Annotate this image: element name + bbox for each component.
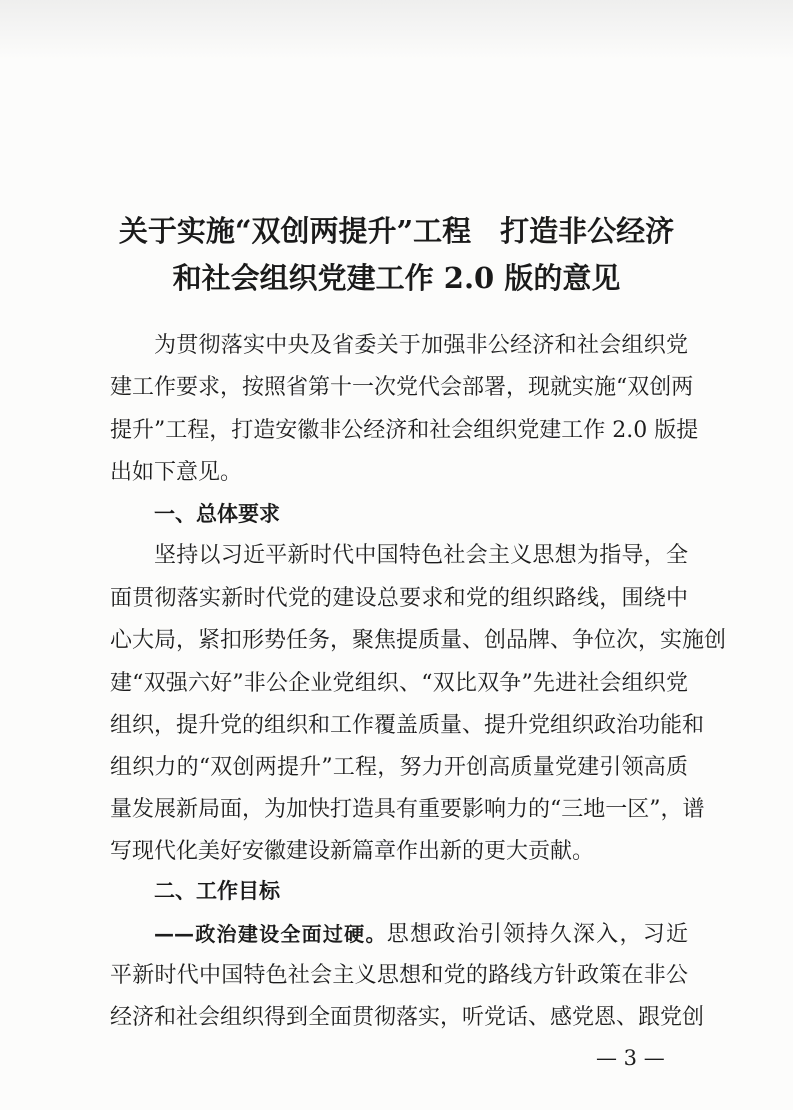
- section-heading-1: 一、总体要求: [154, 502, 280, 526]
- section1-line: 写现代化美好安徽建设新篇章作出新的更大贡献。: [110, 839, 595, 864]
- intro-line: 提升”工程，打造安徽非公经济和社会组织党建工作 2.0 版提: [110, 418, 699, 443]
- section2-lead: ——政治建设全面过硬。: [154, 922, 387, 946]
- section1-line: 建“双强六好”非公企业党组织、“双比双争”先进社会组织党: [110, 671, 688, 696]
- scan-shadow: [0, 0, 793, 60]
- section2-first-line: [154, 919, 688, 949]
- page-number: — 3 —: [596, 1046, 665, 1070]
- document-title-line-1: 关于实施“双创两提升”工程 打造非公经济: [118, 214, 675, 248]
- section1-line: 量发展新局面，为加快打造具有重要影响力的“三地一区”，谱: [110, 797, 705, 822]
- intro-line: 出如下意见。: [110, 460, 243, 485]
- section2-line: 平新时代中国特色社会主义思想和党的路线方针政策在非公: [110, 963, 688, 988]
- section2-first-text: 思想政治引领持久深入，习近: [386, 922, 688, 947]
- section1-line: 面贯彻落实新时代党的建设总要求和党的组织路线，围绕中: [110, 586, 688, 611]
- section1-line: 组织，提升党的组织和工作覆盖质量、提升党组织政治功能和: [110, 713, 705, 738]
- section-heading-2: 二、工作目标: [154, 879, 280, 903]
- intro-line: 建工作要求，按照省第十一次党代会部署，现就实施“双创两: [110, 375, 694, 400]
- intro-line: 为贯彻落实中央及省委关于加强非公经济和社会组织党: [154, 333, 688, 358]
- document-title-line-2: 和社会组织党建工作 2.0 版的意见: [172, 261, 621, 295]
- section1-line: 组织力的“双创两提升”工程，努力开创高质量党建引领高质: [110, 755, 688, 780]
- section1-line: 心大局，紧扣形势任务，聚焦提质量、创品牌、争位次，实施创: [110, 628, 727, 653]
- section2-line: 经济和社会组织得到全面贯彻落实，听党话、感党恩、跟党创: [110, 1005, 705, 1030]
- section1-line: 坚持以习近平新时代中国特色社会主义思想为指导，全: [154, 543, 688, 568]
